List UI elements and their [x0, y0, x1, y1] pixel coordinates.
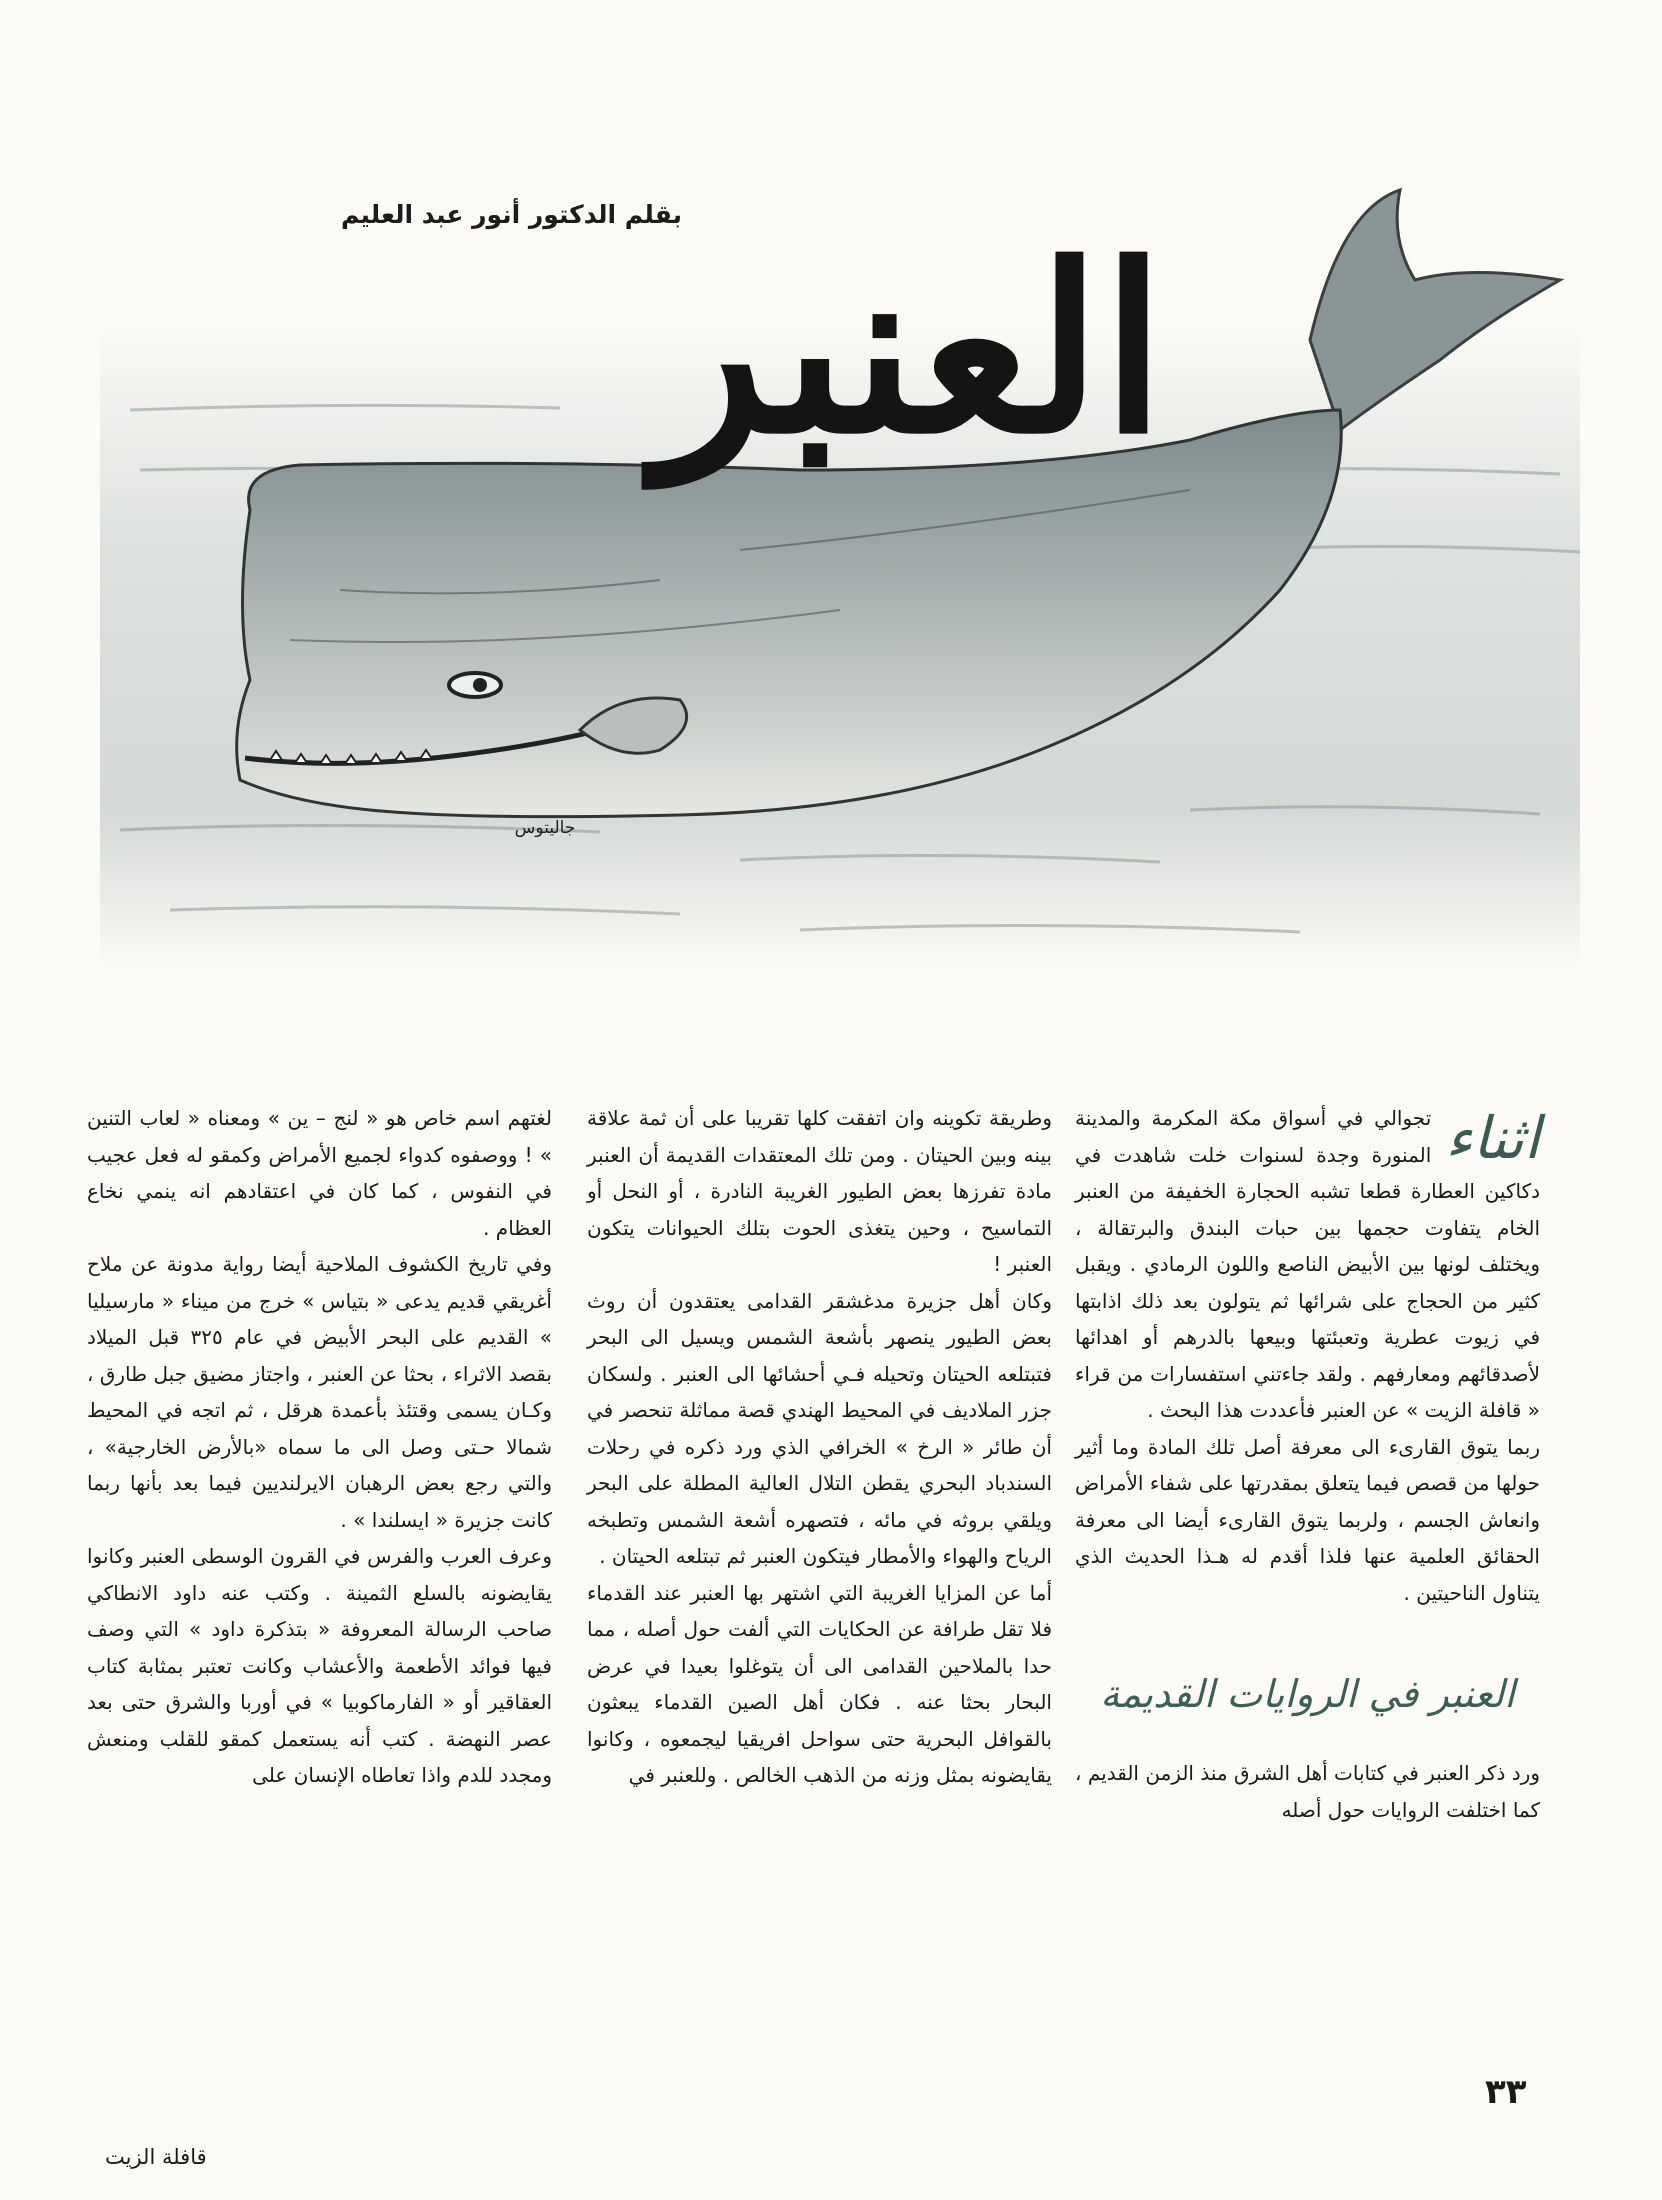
paragraph: وعرف العرب والفرس في القرون الوسطى العنبر وكانوا يقايضونه بالسلع الثمينة . وكتب عنه داود الانطاكي صاحب الرسالة المعروفة « بتذكرة داود » التي وصف فيها فوائد الأطعمة والأعشاب وكانت تعتبر بمثابة كتاب العقاقير أو « الفارماكوبيا » في أوربا والشرق حتى بعد عصر النهضة . كتب أنه يستعمل كمقو للقلب ومنعش ومجدد للدم واذا تعاطاه الإنسان على [87, 1544, 552, 1787]
paragraph: لغتهم اسم خاص هو « لنج – ين » ومعناه « لعاب التنين » ! ووصفوه كدواء لجميع الأمراض وكمقو له فعل عجيب في النفوس ، كما كان في اعتقادهم انه ينمي نخاع العظام . [87, 1106, 552, 1240]
column-right [1075, 1100, 1540, 1828]
paragraph: وكان أهل جزيرة مدغشقر القدامى يعتقدون أن روث بعض الطيور ينصهر بأشعة الشمس ويسيل الى البحر فتبتلعه الحيتان وتحيله فـي أحشائها الى العنبر . ولسكان جزر الملاديف في المحيط الهندي قصة مماثلة تنحصر في أن طائر « الرخ » الخرافي الذي ورد ذكره في رحلات السندباد البحري يقطن التلال العالية المطلة على البحر ويلقي بروثه في مائه ، فتصهره أشعة الشمس وتطبخه الرياح والهواء والأمطار فيتكون العنبر ثم تبتلعه الحيتان . [587, 1288, 1052, 1568]
paragraph: ربما يتوق القارىء الى معرفة أصل تلك المادة وما أثير حولها من قصص فيما يتعلق بمقدرتها على شفاء الأمراض وانعاش الجسم ، ولربما يتوق القارىء أيضا الى معرفة الحقائق العلمية عنها فلذا أقدم له هـذا الحديث الذي يتناول الناحيتين . [1075, 1434, 1540, 1605]
paragraph: أما عن المزايا الغريبة التي اشتهر بها العنبر عند القدماء فلا تقل طرافة عن الحكايات التي ألفت حول أصله ، مما حدا بالملاحين القدامى الى أن يتوغلوا بعيدا في عرض البحار بحثا عنه . فكان أهل الصين القدماء يبعثون بالقوافل البحرية حتى سواحل افريقيا ليجمعوه ، وكانوا يقايضونه بمثل وزنه من الذهب الخالص . وللعنبر في [587, 1580, 1052, 1787]
paragraph: وفي تاريخ الكشوف الملاحية أيضا رواية مدونة عن ملاح أغريقي قديم يدعى « بتياس » خرج من ميناء « مارسيليا » القديم على البحر الأبيض في عام ٣٢٥ قبل الميلاد بقصد الاثراء ، بحثا عن العنبر ، واجتاز مضيق جبل طارق ، وكـان يسمى وقتئذ بأعمدة هرقل ، ثم اتجه في المحيط شمالا حـتى وصل الى ما سماه «بالأرض الخارجية» ، والتي رجع بعض الرهبان الايرلنديين فيما بعد بأنها ربما كانت جزيرة « ايسلندا » . [87, 1252, 552, 1532]
article-title: العنبر [654, 215, 1166, 485]
paragraph: ورد ذكر العنبر في كتابات أهل الشرق منذ الزمن القديم ، كما اختلفت الروايات حول أصله [1075, 1761, 1540, 1822]
byline: بقلم الدكتور أنور عبد العليم [340, 200, 682, 229]
column-left [87, 1100, 552, 1794]
drop-cap: اثناء [1445, 1104, 1540, 1172]
journal-name: قافلة الزيت [105, 2145, 207, 2169]
paragraph: وطريقة تكوينه وان اتفقت كلها تقريبا على أن ثمة علاقة بينه وبين الحيتان . ومن تلك المعتقدات القديمة أن العنبر مادة تفرزها بعض الطيور الغريبة النادرة ، أو النحل أو التماسيح ، وحين يتغذى الحوت بتلك الحيوانات يتكون العنبر ! [587, 1106, 1052, 1276]
column-middle [587, 1100, 1052, 1794]
page-number: ٣٣ [1485, 2072, 1527, 2112]
section-heading: العنبر في الروايات القديمة [1100, 1672, 1515, 1716]
illustrator-signature: جاليتوس [514, 818, 576, 838]
paragraph: تجوالي في أسواق مكة المكرمة والمدينة المنورة وجدة لسنوات خلت شاهدت في دكاكين العطارة قطعا تشبه الحجارة الخفيفة من العنبر الخام يتفاوت حجمها بين حبات البندق والبرتقالة ، ويختلف لونها بين الأبيض الناصع واللون الرمادي . ويقبل كثير من الحجاج على شرائها ثم يتولون بعد ذلك اذابتها في زيوت عطرية وتعبئتها وبيعها بالدرهم أو اهدائها لأصدقائهم ومعارفهم . ولقد جاءتني استفسارات من قراء « قافلة الزيت » عن العنبر فأعددت هذا البحث . [1075, 1106, 1540, 1422]
